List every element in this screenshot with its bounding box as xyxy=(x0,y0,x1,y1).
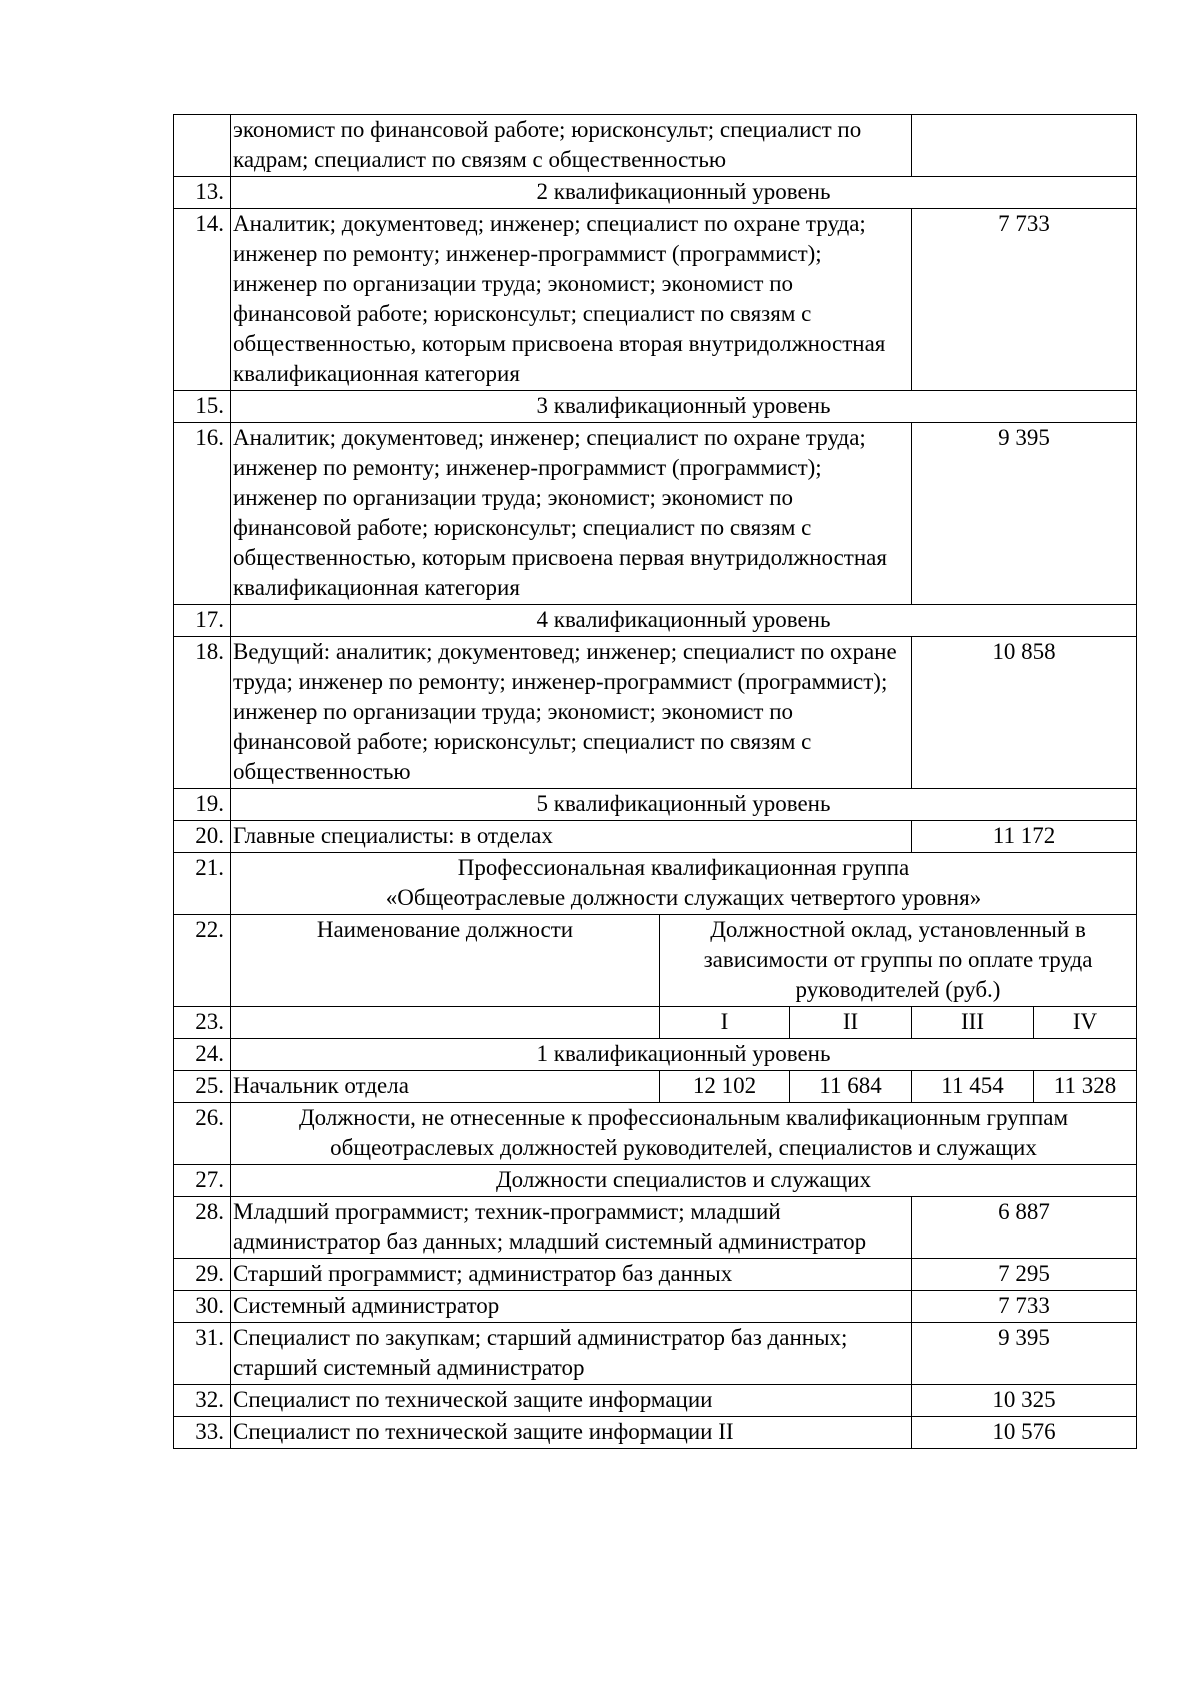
salary-value: 7 295 xyxy=(912,1259,1137,1291)
table-row xyxy=(174,1323,1137,1385)
salary-value: 10 576 xyxy=(912,1417,1137,1449)
qualification-level: 5 квалификационный уровень xyxy=(231,789,1137,821)
qualification-level: 3 квалификационный уровень xyxy=(231,391,1137,423)
salary-value-ii: 11 684 xyxy=(790,1071,912,1103)
salary-value: 6 887 xyxy=(912,1197,1137,1259)
table-row xyxy=(174,177,1137,209)
qualification-level: 2 квалификационный уровень xyxy=(231,177,1137,209)
section-heading: Должности специалистов и служащих xyxy=(231,1165,1137,1197)
section-heading: Должности, не отнесенные к профессиональным квалификационным группам общеотраслевых должностей руководителей, специалистов и служащих xyxy=(231,1103,1137,1165)
group-heading xyxy=(231,853,1137,915)
salary-value: 10 325 xyxy=(912,1385,1137,1417)
row-number: 27. xyxy=(174,1165,231,1197)
row-number: 30. xyxy=(174,1291,231,1323)
table-row xyxy=(174,1417,1137,1449)
row-number: 25. xyxy=(174,1071,231,1103)
salary-value-iii: 11 454 xyxy=(912,1071,1034,1103)
salary-value xyxy=(912,115,1137,177)
row-number: 23. xyxy=(174,1007,231,1039)
table-row xyxy=(174,821,1137,853)
row-number: 24. xyxy=(174,1039,231,1071)
position-name: Специалист по технической защите информации II xyxy=(231,1417,912,1449)
row-number: 13. xyxy=(174,177,231,209)
row-number: 21. xyxy=(174,853,231,915)
position-name: Системный администратор xyxy=(231,1291,912,1323)
table-row xyxy=(174,423,1137,605)
group-header-iii: III xyxy=(912,1007,1034,1039)
group-heading-line: «Общеотраслевые должности служащих четвертого уровня» xyxy=(385,885,982,910)
position-name: Начальник отдела xyxy=(231,1071,660,1103)
group-header-ii: II xyxy=(790,1007,912,1039)
table-row xyxy=(174,1103,1137,1165)
salary-value: 10 858 xyxy=(912,637,1137,789)
table-row xyxy=(174,209,1137,391)
row-number: 28. xyxy=(174,1197,231,1259)
row-number: 31. xyxy=(174,1323,231,1385)
row-number: 16. xyxy=(174,423,231,605)
salary-value: 7 733 xyxy=(912,1291,1137,1323)
position-name: Специалист по технической защите информации xyxy=(231,1385,912,1417)
salary-value-i: 12 102 xyxy=(660,1071,790,1103)
salary-value: 7 733 xyxy=(912,209,1137,391)
table-row xyxy=(174,1291,1137,1323)
row-number: 18. xyxy=(174,637,231,789)
table-row xyxy=(174,1039,1137,1071)
position-name: Аналитик; документовед; инженер; специалист по охране труда; инженер по ремонту; инженер-программист (программист); инженер по организации труда; экономист; экономист по финансовой работе; юрисконсульт; специалист по связям с общественностью, которым присвоена первая внутридолжностная квалификационная категория xyxy=(231,423,912,605)
salary-value: 9 395 xyxy=(912,423,1137,605)
table-row xyxy=(174,853,1137,915)
row-number: 20. xyxy=(174,821,231,853)
position-name: экономист по финансовой работе; юрисконсульт; специалист по кадрам; специалист по связям с общественностью xyxy=(231,115,912,177)
table-row xyxy=(174,1385,1137,1417)
row-number: 29. xyxy=(174,1259,231,1291)
group-header-iv: IV xyxy=(1034,1007,1137,1039)
salary-value: 9 395 xyxy=(912,1323,1137,1385)
empty-cell xyxy=(231,1007,660,1039)
table-row xyxy=(174,789,1137,821)
table-row xyxy=(174,605,1137,637)
table-row xyxy=(174,1259,1137,1291)
group-header-i: I xyxy=(660,1007,790,1039)
position-name: Старший программист; администратор баз данных xyxy=(231,1259,912,1291)
position-name: Специалист по закупкам; старший администратор баз данных; старший системный администратор xyxy=(231,1323,912,1385)
salary-value: 11 172 xyxy=(912,821,1137,853)
row-number: 33. xyxy=(174,1417,231,1449)
position-name: Младший программист; техник-программист; младший администратор баз данных; младший системный администратор xyxy=(231,1197,912,1259)
table-row xyxy=(174,1197,1137,1259)
row-number: 19. xyxy=(174,789,231,821)
table-row xyxy=(174,1071,1137,1103)
table-row xyxy=(174,915,1137,1007)
table-row xyxy=(174,391,1137,423)
name-column-header: Наименование должности xyxy=(231,915,660,1007)
position-name: Ведущий: аналитик; документовед; инженер; специалист по охране труда; инженер по ремонту; инженер-программист (программист); инженер по организации труда; экономист; экономист по финансовой работе; юрисконсульт; специалист по связям с общественностью xyxy=(231,637,912,789)
table-row xyxy=(174,637,1137,789)
qualification-level: 1 квалификационный уровень xyxy=(231,1039,1137,1071)
position-name: Главные специалисты: в отделах xyxy=(231,821,912,853)
row-number: 26. xyxy=(174,1103,231,1165)
table-row xyxy=(174,1007,1137,1039)
row-number: 17. xyxy=(174,605,231,637)
salary-value-iv: 11 328 xyxy=(1034,1071,1137,1103)
salary-table xyxy=(173,114,1137,1449)
row-number: 32. xyxy=(174,1385,231,1417)
row-number xyxy=(174,115,231,177)
row-number: 22. xyxy=(174,915,231,1007)
table-row xyxy=(174,115,1137,177)
group-heading-line: Профессиональная квалификационная группа xyxy=(457,855,910,880)
position-name: Аналитик; документовед; инженер; специалист по охране труда; инженер по ремонту; инженер-программист (программист); инженер по организации труда; экономист; экономист по финансовой работе; юрисконсульт; специалист по связям с общественностью, которым присвоена вторая внутридолжностная квалификационная категория xyxy=(231,209,912,391)
row-number: 14. xyxy=(174,209,231,391)
salary-column-header: Должностной оклад, установленный в зависимости от группы по оплате труда руководителей (руб.) xyxy=(660,915,1137,1007)
qualification-level: 4 квалификационный уровень xyxy=(231,605,1137,637)
table-row xyxy=(174,1165,1137,1197)
row-number: 15. xyxy=(174,391,231,423)
